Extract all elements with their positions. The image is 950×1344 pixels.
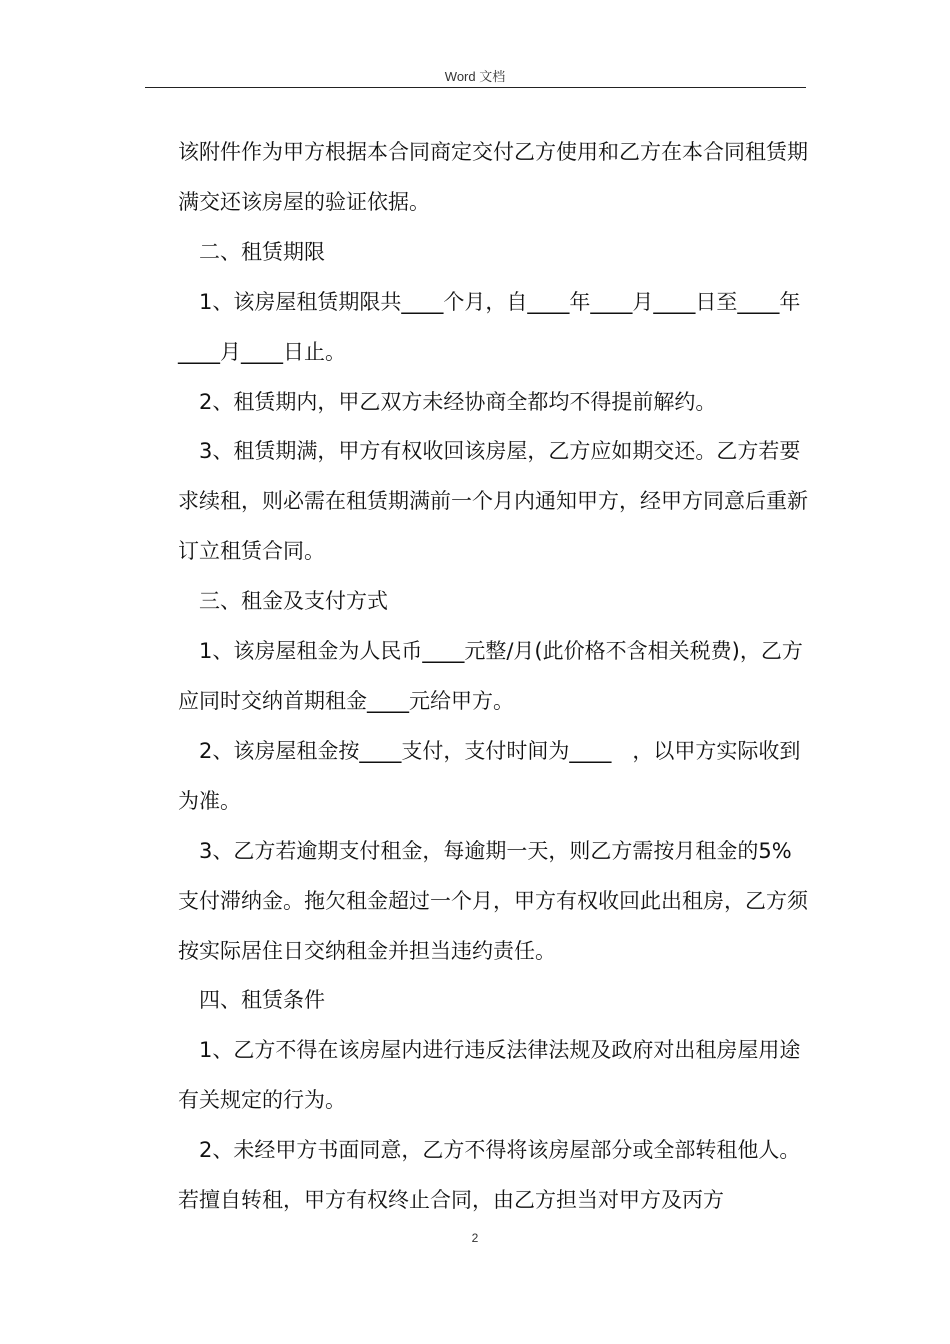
header-divider — [145, 87, 806, 88]
clause-lawful-use: 1、乙方不得在该房屋内进行违反法律法规及政府对出租房屋用途有关规定的行为。 — [178, 1038, 801, 1113]
clause-payment-schedule: 2、该房屋租金按____支付，支付时间为____ ，以甲方实际收到为准。 — [178, 738, 801, 813]
clause-late-fee: 3、乙方若逾期支付租金，每逾期一天，则乙方需按月租金的5%支付滞纳金。拖欠租金超过一个月，甲方有权收回此出租房，乙方须按实际居住日交纳租金并担当违约责任。 — [178, 838, 808, 963]
clause-lease-renewal: 3、租赁期满，甲方有权收回该房屋，乙方应如期交还。乙方若要求续租，则必需在租赁期满前一个月内通知甲方，经甲方同意后重新订立租赁合同。 — [178, 439, 808, 564]
document-body — [178, 128, 808, 1226]
clause-rent-amount: 1、该房屋租金为人民币____元整/月(此价格不含相关税费)，乙方应同时交纳首期租金____元给甲方。 — [178, 639, 803, 713]
paragraph-attachment-basis: 该附件作为甲方根据本合同商定交付乙方使用和乙方在本合同租赁期满交还该房屋的验证依据。 — [178, 140, 808, 214]
section-heading-rent-payment: 三、租金及支付方式 — [199, 589, 388, 614]
page-header-title: Word 文档 — [444, 69, 506, 84]
page-number: 2 — [471, 1231, 479, 1245]
clause-no-early-termination: 2、租赁期内，甲乙双方未经协商全都均不得提前解约。 — [199, 389, 717, 414]
clause-lease-period: 1、该房屋租赁期限共____个月，自____年____月____日至____年____月____日止。 — [178, 289, 801, 364]
clause-no-sublease: 2、未经甲方书面同意，乙方不得将该房屋部分或全部转租他人。若擅自转租，甲方有权终止合同，由乙方担当对甲方及丙方 — [178, 1138, 801, 1213]
section-heading-lease-term: 二、租赁期限 — [199, 239, 325, 264]
section-heading-lease-conditions: 四、租赁条件 — [199, 988, 325, 1013]
